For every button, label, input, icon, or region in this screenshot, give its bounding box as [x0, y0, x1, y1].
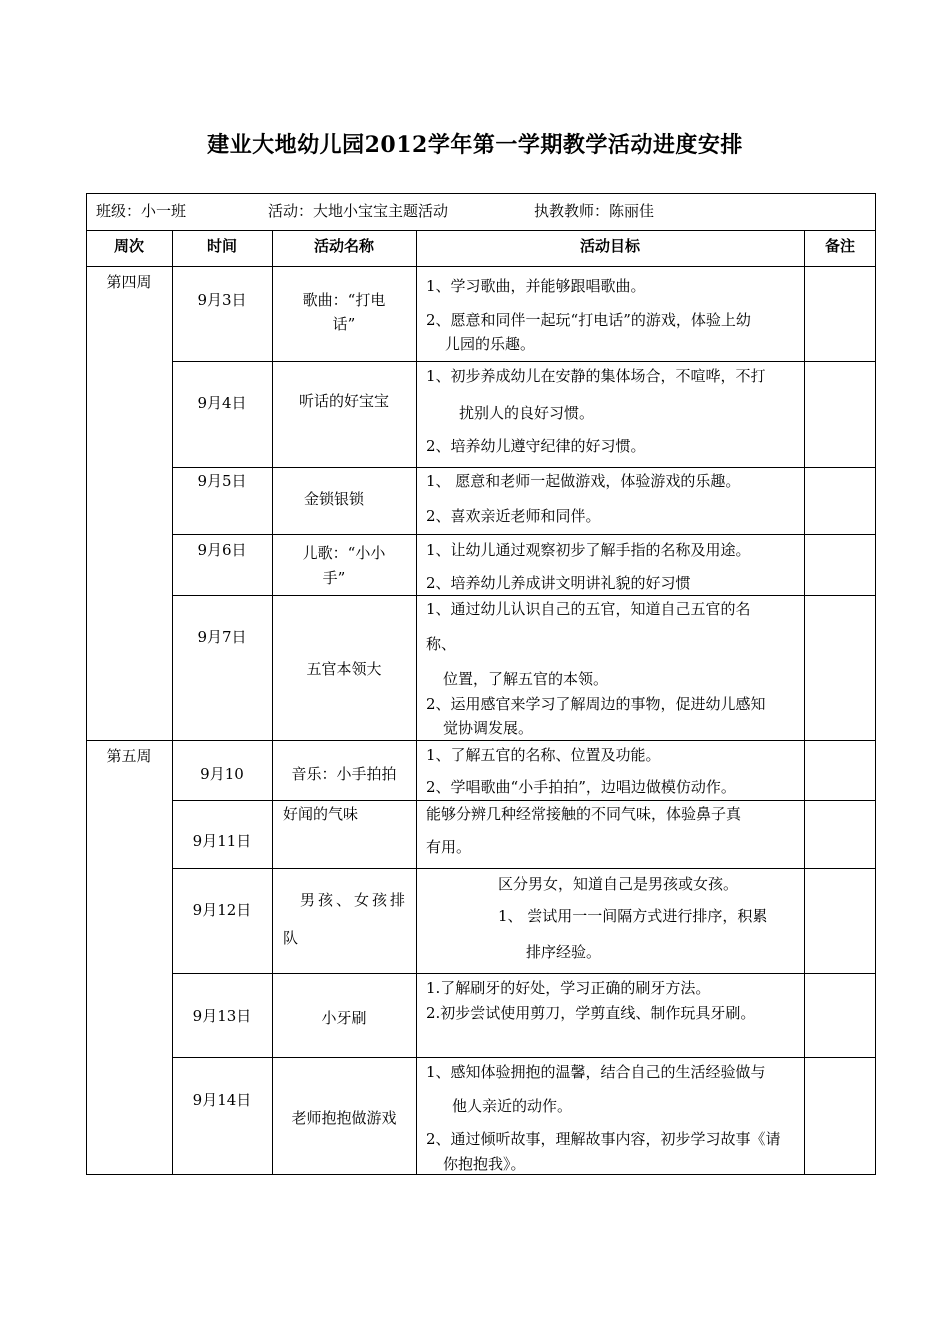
goal-line: 1、了解五官的名称、位置及功能。 — [426, 746, 661, 764]
date-cell: 9月4日 — [197, 394, 247, 412]
date-cell: 9月13日 — [192, 1007, 252, 1025]
row-divider — [172, 1057, 876, 1058]
activity-name: 金锁银锁 — [303, 490, 364, 508]
row-divider — [172, 800, 876, 801]
row-divider — [172, 361, 876, 362]
goal-line: 1、让幼儿通过观察初步了解手指的名称及用途。 — [426, 541, 751, 559]
header-week: 周次 — [113, 237, 144, 255]
activity-label: 活动：大地小宝宝主题活动 — [268, 202, 449, 220]
activity-name: 好闻的气味 — [283, 805, 359, 823]
column-divider — [416, 230, 417, 1175]
row-divider — [172, 973, 876, 974]
goal-line: 1、 愿意和老师一起做游戏，体验游戏的乐趣。 — [426, 472, 741, 490]
date-cell: 9月12日 — [192, 901, 252, 919]
column-divider — [804, 230, 805, 1175]
goal-line: 儿园的乐趣。 — [445, 335, 536, 353]
goal-line: 区分男女，知道自己是男孩或女孩。 — [498, 875, 739, 893]
row-divider — [172, 467, 876, 468]
row-divider — [172, 868, 876, 869]
row-divider — [172, 595, 876, 596]
activity-name: 队 — [283, 929, 299, 947]
date-cell: 9月10 — [200, 765, 244, 783]
week-label: 第四周 — [106, 273, 152, 291]
header-name: 活动名称 — [313, 237, 374, 255]
column-divider — [272, 230, 273, 1175]
goal-line: 能够分辨几种经常接触的不同气味，体验鼻子真 — [426, 805, 742, 823]
goal-line: 2、培养幼儿遵守纪律的好习惯。 — [426, 437, 646, 455]
goal-line: 2、学唱歌曲“小手拍拍”，边唱边做模仿动作。 — [426, 778, 736, 796]
goal-line: 称、 — [426, 635, 457, 653]
goal-line: 1.了解刷牙的好处，学习正确的刷牙方法。 — [426, 979, 711, 997]
date-cell: 9月11日 — [192, 832, 252, 850]
date-cell: 9月3日 — [197, 291, 247, 309]
goal-line: 2、愿意和同伴一起玩“打电话”的游戏，体验上幼 — [426, 311, 751, 329]
goal-line: 1、初步养成幼儿在安静的集体场合，不喧哗，不打 — [426, 367, 766, 385]
goal-line: 觉协调发展。 — [443, 719, 534, 737]
header-note: 备注 — [824, 237, 855, 255]
goal-line: 2、培养幼儿养成讲文明讲礼貌的好习惯 — [426, 574, 691, 592]
goal-line: 排序经验。 — [526, 943, 602, 961]
goal-line: 你抱抱我》。 — [443, 1155, 526, 1173]
column-divider — [172, 230, 173, 1175]
activity-name: 音乐：小手拍拍 — [291, 765, 397, 783]
goal-line: 扰别人的良好习惯。 — [459, 404, 595, 422]
activity-name: 五官本领大 — [306, 660, 382, 678]
goal-line: 2、运用感官来学习了解周边的事物，促进幼儿感知 — [426, 695, 766, 713]
goal-line: 位置，了解五官的本领。 — [443, 670, 609, 688]
activity-name: 歌曲：“打电 — [302, 291, 386, 309]
row-divider — [86, 266, 876, 267]
date-cell: 9月6日 — [197, 541, 247, 559]
teacher-label: 执教教师：陈丽佳 — [534, 202, 655, 220]
goal-line: 2.初步尝试使用剪刀，学剪直线、制作玩具牙刷。 — [426, 1004, 756, 1022]
class-label: 班级：小一班 — [96, 202, 187, 220]
activity-name: 手” — [322, 569, 346, 587]
goal-line: 2、通过倾听故事，理解故事内容，初步学习故事《请 — [426, 1130, 781, 1148]
activity-name: 小牙刷 — [321, 1009, 367, 1027]
goal-line: 1、通过幼儿认识自己的五官，知道自己五官的名 — [426, 600, 751, 618]
activity-name: 老师抱抱做游戏 — [291, 1109, 397, 1127]
date-cell: 9月14日 — [192, 1091, 252, 1109]
date-cell: 9月7日 — [197, 628, 247, 646]
date-cell: 9月5日 — [197, 472, 247, 490]
header-goal: 活动目标 — [579, 237, 640, 255]
row-divider — [86, 230, 876, 231]
week-label: 第五周 — [106, 747, 152, 765]
goal-line: 1、 尝试用一一间隔方式进行排序，积累 — [498, 907, 768, 925]
goal-line: 他人亲近的动作。 — [452, 1097, 573, 1115]
row-divider — [86, 740, 876, 741]
page-title: 建业大地幼儿园2012学年第一学期教学活动进度安排 — [207, 132, 743, 158]
row-divider — [172, 534, 876, 535]
activity-name: 听话的好宝宝 — [298, 392, 389, 410]
goal-line: 2、喜欢亲近老师和同伴。 — [426, 507, 601, 525]
activity-name: 话” — [332, 315, 356, 333]
header-time: 时间 — [206, 237, 237, 255]
activity-name: 男孩、女孩排 — [300, 891, 409, 909]
goal-line: 1、学习歌曲，并能够跟唱歌曲。 — [426, 277, 646, 295]
goal-line: 1、感知体验拥抱的温馨，结合自己的生活经验做与 — [426, 1063, 766, 1081]
goal-line: 有用。 — [426, 838, 472, 856]
activity-name: 儿歌：“小小 — [302, 544, 386, 562]
